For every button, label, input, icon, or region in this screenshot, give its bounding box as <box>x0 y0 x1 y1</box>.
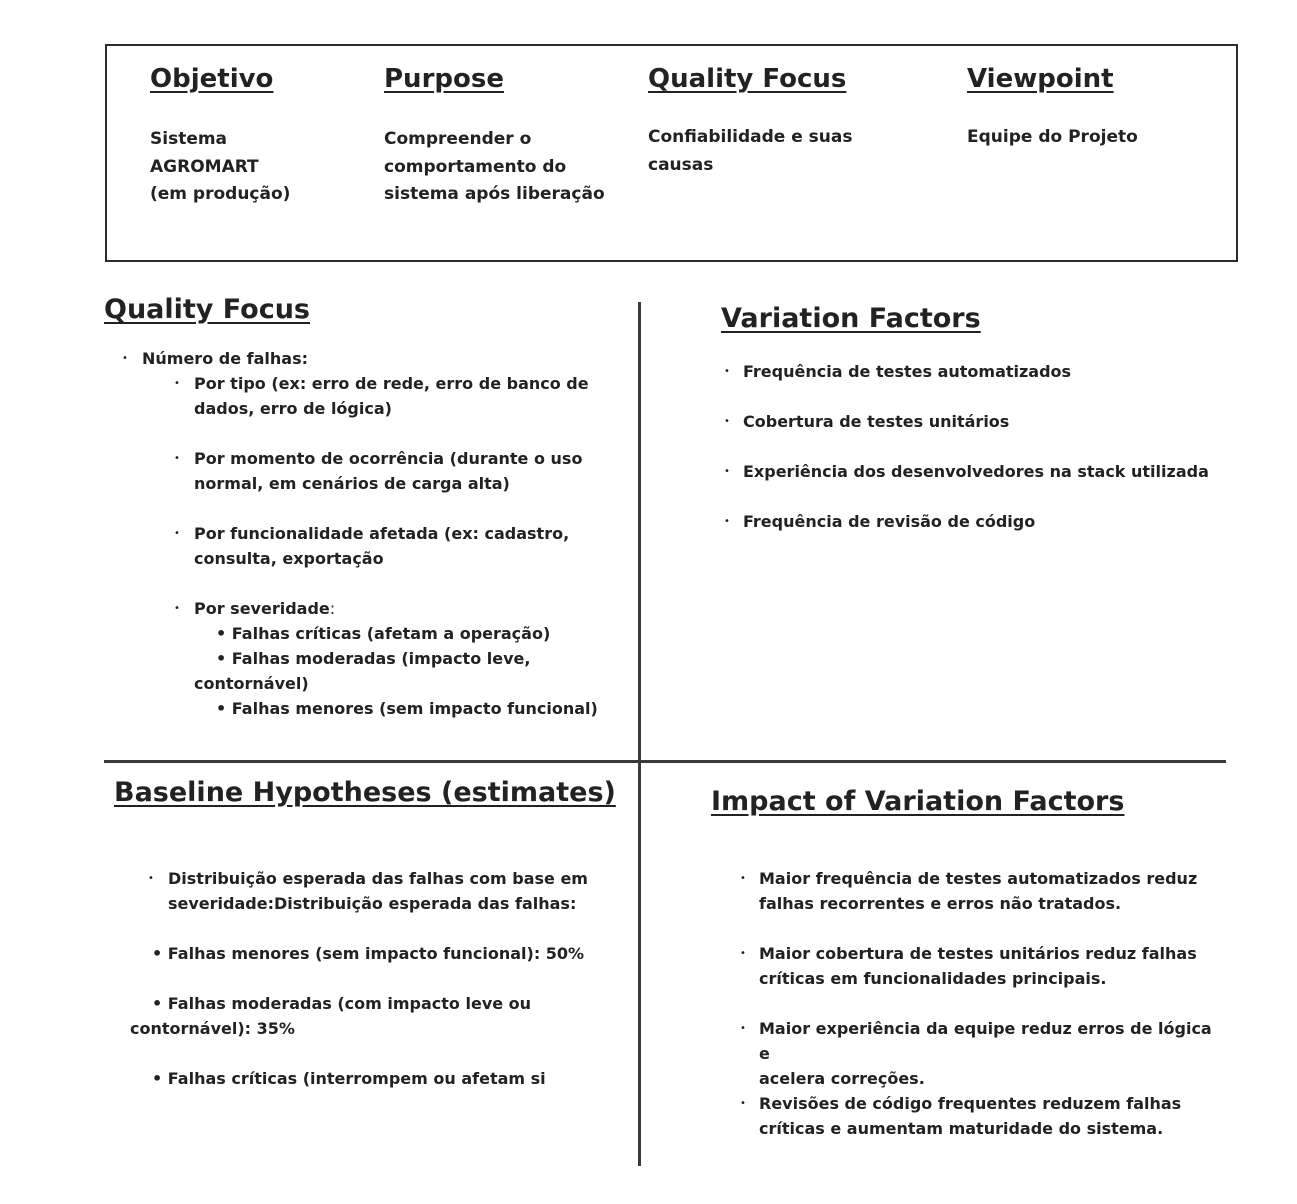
baseline-line: severidade:Distribuição esperada das falhas: <box>168 894 577 913</box>
purpose-title: Purpose <box>384 64 504 94</box>
variation-factor-item <box>724 509 1035 534</box>
purpose-line: sistema após liberação <box>384 184 605 204</box>
baseline-line: Distribuição esperada das falhas com base em <box>168 869 588 888</box>
bullet-icon: • <box>724 466 730 477</box>
variation-factor-text: Cobertura de testes unitários <box>743 412 1010 431</box>
variation-factor-text: Frequência de revisão de código <box>743 512 1036 531</box>
severity-line: • Falhas menores (sem impacto funcional) <box>216 699 598 718</box>
impact-item <box>740 941 1220 991</box>
impact-line: Maior experiência da equipe reduz erros de lógica e <box>759 1019 1212 1063</box>
header-quality-focus-text <box>648 124 853 179</box>
bullet-icon: • <box>148 873 154 884</box>
variation-factor-text: Frequência de testes automatizados <box>743 362 1072 381</box>
sub-item-line: Por funcionalidade afetada (ex: cadastro, <box>194 524 570 543</box>
bullet-icon: • <box>174 528 180 539</box>
sub-item-line: normal, em cenários de carga alta) <box>194 474 510 493</box>
bullet-icon: • <box>174 378 180 389</box>
quality-focus-sub-item <box>174 371 594 421</box>
severity-label: Por severidade <box>194 599 330 618</box>
quality-focus-severity-item <box>174 596 604 721</box>
viewpoint-text <box>967 124 1138 152</box>
variation-factors-title: Variation Factors <box>721 303 981 334</box>
bullet-icon: • <box>740 873 746 884</box>
sub-item-line: dados, erro de lógica) <box>194 399 392 418</box>
impact-line: críticas em funcionalidades principais. <box>759 969 1107 988</box>
quality-focus-title: Quality Focus <box>104 294 311 325</box>
bullet-icon: • <box>174 453 180 464</box>
purpose-line: comportamento do <box>384 156 567 177</box>
impact-item <box>740 1016 1220 1091</box>
impact-line: Revisões de código frequentes reduzem falhas <box>759 1094 1182 1113</box>
quality-focus-main-item <box>122 346 308 371</box>
impact-item <box>740 866 1220 916</box>
impact-line: Maior cobertura de testes unitários reduz falhas <box>759 944 1197 963</box>
sub-item-line: Por tipo (ex: erro de rede, erro de banco de <box>194 374 589 393</box>
impact-line: Maior frequência de testes automatizados reduz <box>759 869 1198 888</box>
impact-title: Impact of Variation Factors <box>711 786 1125 817</box>
bullet-icon: • <box>724 416 730 427</box>
severity-line: • Falhas moderadas (impacto leve, <box>216 649 531 668</box>
variation-factor-text: Experiência dos desenvolvedores na stack utilizada <box>743 462 1209 481</box>
bullet-icon: • <box>724 516 730 527</box>
impact-line: acelera correções. <box>759 1069 925 1088</box>
objetivo-line: (em produção) <box>150 184 291 204</box>
purpose-text <box>384 126 605 209</box>
baseline-criticas: • Falhas críticas (interrompem ou afetam si <box>152 1069 546 1088</box>
sub-item-line: Por momento de ocorrência (durante o uso <box>194 449 583 468</box>
objetivo-title: Objetivo <box>150 64 274 94</box>
variation-factor-item <box>724 459 1209 484</box>
viewpoint-line: Equipe do Projeto <box>967 127 1138 147</box>
header-quality-focus-title: Quality Focus <box>648 64 847 94</box>
objetivo-line: AGROMART <box>150 156 259 177</box>
severity-line: • Falhas críticas (afetam a operação) <box>216 624 551 643</box>
impact-line: críticas e aumentam maturidade do sistema. <box>759 1119 1164 1138</box>
header-quality-focus-line: Confiabilidade e suas <box>648 127 853 147</box>
baseline-moderadas-line: contornável): 35% <box>130 1019 295 1038</box>
bullet-icon: • <box>174 603 180 614</box>
bullet-icon: • <box>740 948 746 959</box>
severity-line: contornável) <box>194 674 309 693</box>
objetivo-line: Sistema <box>150 129 228 149</box>
baseline-moderadas-line: • Falhas moderadas (com impacto leve ou <box>152 994 532 1013</box>
header-quality-focus-line: causas <box>648 154 714 175</box>
viewpoint-title: Viewpoint <box>967 64 1114 94</box>
baseline-item <box>148 866 598 916</box>
baseline-menores: • Falhas menores (sem impacto funcional): 50% <box>152 944 585 963</box>
bullet-icon: • <box>740 1098 746 1109</box>
bullet-icon: • <box>740 1023 746 1034</box>
sub-item-line: consulta, exportação <box>194 549 384 568</box>
quality-focus-sub-item <box>174 521 594 571</box>
impact-line: falhas recorrentes e erros não tratados. <box>759 894 1122 913</box>
impact-item <box>740 1091 1220 1141</box>
variation-factor-item <box>724 409 1009 434</box>
bullet-icon: • <box>122 353 128 364</box>
purpose-line: Compreender o <box>384 129 532 149</box>
horizontal-divider <box>104 760 1226 763</box>
bullet-icon: • <box>724 366 730 377</box>
severity-colon: : <box>329 599 336 618</box>
baseline-title: Baseline Hypotheses (estimates) <box>114 777 616 808</box>
variation-factor-item <box>724 359 1071 384</box>
quality-focus-main-item-text: Número de falhas: <box>142 349 308 368</box>
vertical-divider <box>638 302 641 1166</box>
quality-focus-sub-item <box>174 446 594 496</box>
objetivo-text <box>150 126 290 209</box>
